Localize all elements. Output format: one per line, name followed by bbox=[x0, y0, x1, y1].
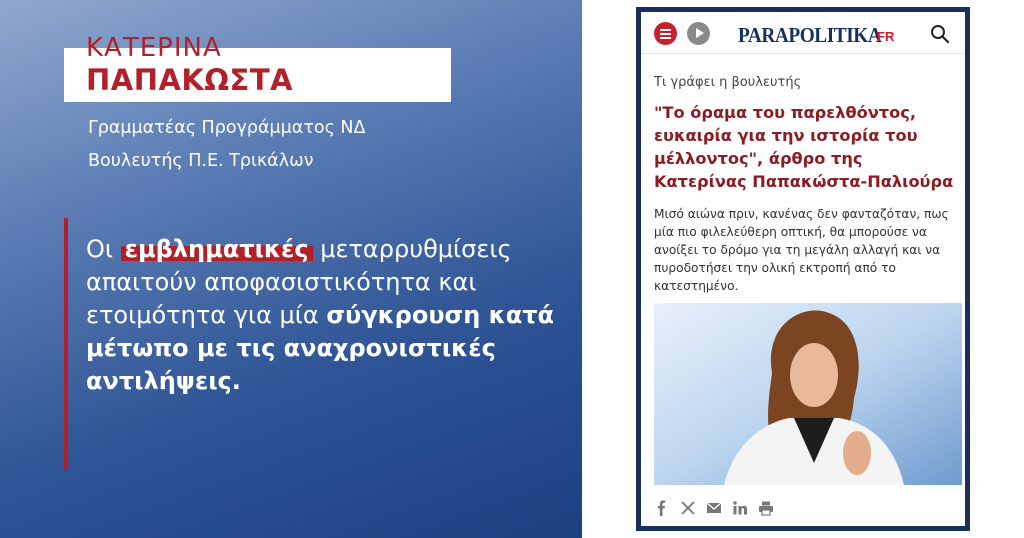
quote-highlight: εμβληματικές bbox=[121, 235, 313, 263]
portrait-illustration bbox=[654, 303, 962, 485]
quote-part-2: μεταρρυθμίσεις απαιτούν αποφασιστικότητα και ετοιμότητα για μία bbox=[86, 235, 512, 329]
share-bar bbox=[654, 500, 774, 516]
print-icon[interactable] bbox=[758, 500, 774, 516]
linkedin-icon[interactable] bbox=[732, 500, 748, 516]
quote-accent-bar bbox=[64, 218, 68, 470]
quote-part-1: Οι bbox=[86, 235, 121, 263]
mail-icon[interactable] bbox=[706, 500, 722, 516]
role-title: Γραμματέας Προγράμματος ΝΔ bbox=[88, 118, 366, 138]
article-headline[interactable]: "Το όραμα του παρελθόντος, ευκαιρία για την ιστορία του μέλλοντος", άρθρο της Κατερίνας Παπακώστα-Παλιούρα bbox=[654, 103, 954, 191]
article-lead: Μισό αιώνα πριν, κανένας δεν φανταζόταν, πως μία πιο φιλελεύθερη οπτική, θα μπορούσε να ανοίξει το δρόμο για τη μεγάλη αλλαγή και να πυροδοτήσει την ολική εκτροπή από το κατεστημένο. bbox=[654, 207, 949, 293]
search-icon[interactable] bbox=[930, 24, 950, 44]
first-name: ΚΑΤΕΡΙΝΑ bbox=[86, 33, 222, 63]
article-kicker: Τι γράφει η βουλευτής bbox=[654, 75, 802, 90]
article-photo bbox=[654, 303, 962, 485]
role-constituency: Βουλευτής Π.Ε. Τρικάλων bbox=[88, 151, 314, 171]
last-name: ΠΑΠΑΚΩΣΤΑ bbox=[86, 63, 294, 97]
site-logo[interactable]: PARAPOLITIKA bbox=[738, 23, 882, 47]
site-logo-suffix: FR bbox=[877, 29, 895, 44]
site-header bbox=[641, 12, 965, 54]
quote-bold-part: σύγκρουση κατά μέτωπο με τις αναχρονιστικές αντιλήψεις. bbox=[86, 301, 555, 395]
quote-text bbox=[86, 233, 566, 398]
facebook-icon[interactable] bbox=[654, 500, 670, 516]
article-screenshot bbox=[636, 7, 970, 531]
menu-icon[interactable] bbox=[654, 22, 677, 45]
x-icon[interactable] bbox=[680, 500, 696, 516]
play-icon[interactable] bbox=[687, 22, 710, 45]
